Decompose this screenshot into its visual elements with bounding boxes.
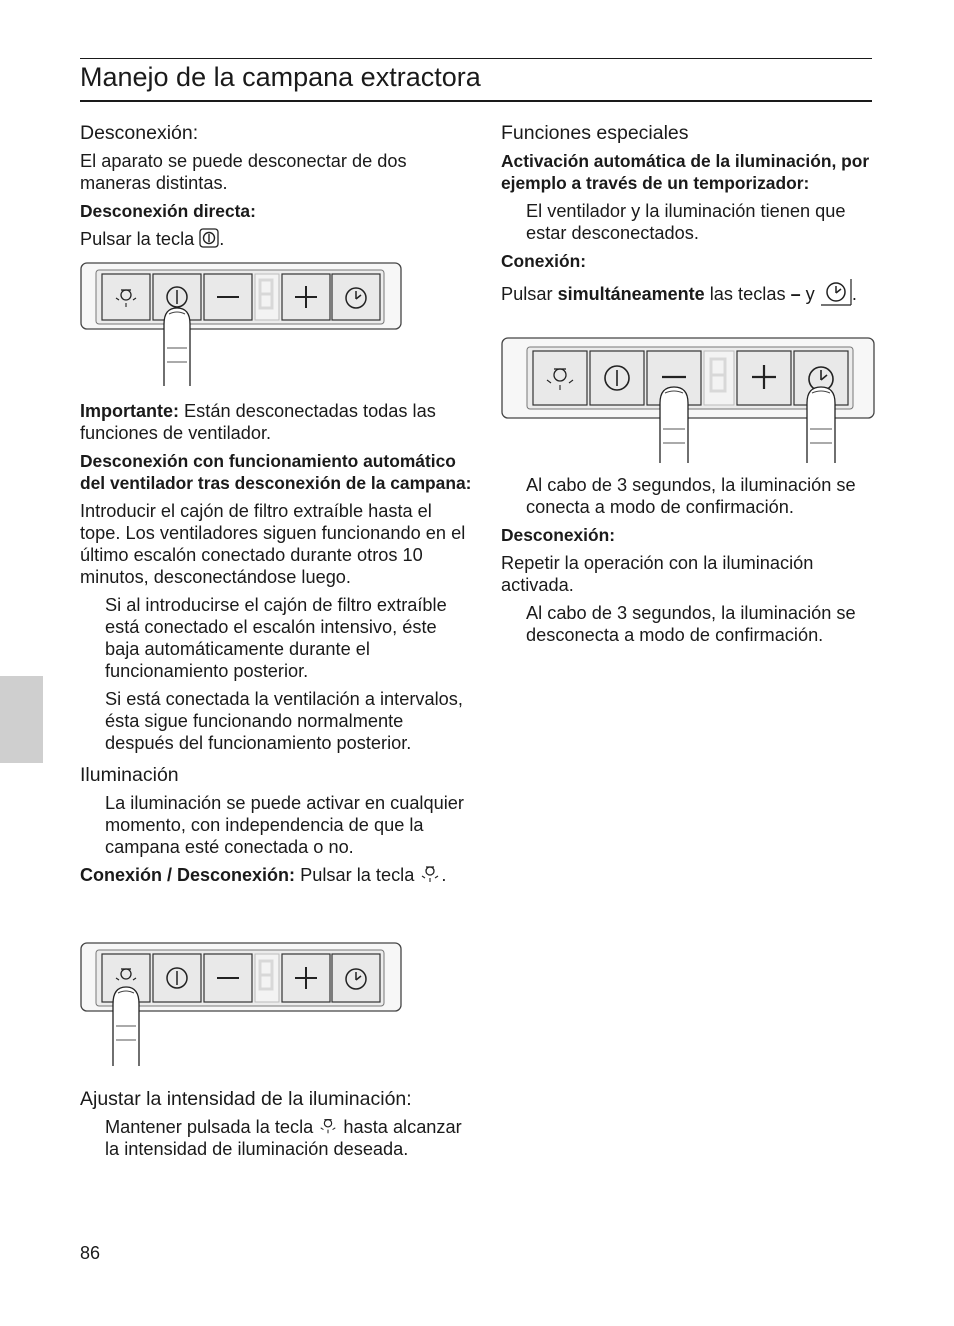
panel1-segment-display (255, 274, 279, 320)
directa-heading: Desconexión directa: (80, 201, 256, 221)
timer-key-icon (820, 278, 852, 306)
panel2-plus-button (282, 954, 330, 1002)
importante-paragraph (80, 400, 472, 444)
panel3-power-button (590, 351, 644, 405)
control-panel-power-pressed (80, 262, 402, 386)
panel2-segment-display (255, 954, 279, 1002)
importante-text: Están desconectadas todas las funciones de ventilador. (80, 401, 436, 443)
left-column (80, 122, 472, 250)
pulsar-text-1: Pulsar (501, 284, 558, 304)
panel3-segment-display (704, 351, 734, 405)
directa-paragraph (80, 228, 472, 250)
desconexion-heading: Desconexión: (80, 122, 199, 144)
desconexion-text: El aparato se puede desconectar de dos maneras distintas. (80, 151, 407, 193)
light-key-icon-2 (318, 1116, 338, 1136)
auto-heading: Desconexión con funcionamiento automático del ventilador tras desconexión de la campana: (80, 451, 472, 493)
right-column-2 (501, 474, 876, 646)
ajustar-before: Mantener pulsada la tecla (105, 1117, 314, 1137)
directa-after: . (219, 229, 225, 249)
al-cabo-1: Al cabo de 3 segundos, la iluminación se conecta a modo de confirmación. (526, 475, 856, 517)
importante-label: Importante: (80, 401, 179, 421)
panel1-plus-button (282, 274, 330, 320)
ilum-conexion-after: . (441, 865, 447, 885)
activacion-indent: El ventilador y la iluminación tienen que estar desconectados. (526, 201, 846, 243)
al-cabo-2: Al cabo de 3 segundos, la iluminación se desconecta a modo de confirmación. (526, 603, 856, 645)
pulsar-text-3: y (800, 284, 815, 304)
panel1-minus-button (204, 274, 252, 320)
ilum-conexion-text: Pulsar la tecla (295, 865, 415, 885)
light-key-icon (419, 864, 441, 884)
iluminacion-heading: Iluminación (80, 764, 179, 786)
conexion-heading: Conexión: (501, 251, 587, 271)
section-tab-marker (0, 676, 43, 763)
panel2-minus-button (204, 954, 252, 1002)
panel1-light-button (102, 274, 150, 320)
panel2-power-button (153, 954, 201, 1002)
ajustar-after: hasta alcanzar la intensidad de iluminación deseada. (105, 1117, 462, 1159)
auto-indent-2: Si está conectada la ventilación a intervalos, ésta sigue funcionando normalmente después del funcionamiento posterior. (105, 689, 463, 753)
auto-text: Introducir el cajón de filtro extraíble hasta el tope. Los ventiladores siguen funcionando en el último escalón conectado durante otros 10 minutos, desconectándose luego. (80, 501, 466, 587)
ilum-conexion-label: Conexión / Desconexión: (80, 865, 296, 885)
panel3-plus-button (737, 351, 791, 405)
header-bottom-rule (80, 100, 872, 102)
iluminacion-indent: La iluminación se puede activar en cualquier momento, con independencia de que la campana esté conectada o no. (105, 793, 464, 857)
ajustar-paragraph (80, 1116, 472, 1160)
pulsar-text-2: las teclas (704, 284, 791, 304)
panel2-finger (113, 987, 139, 1066)
right-column (501, 122, 876, 306)
directa-text: Pulsar la tecla (80, 229, 195, 249)
pulsar-minus: – (790, 284, 801, 304)
pulsar-after: . (851, 284, 857, 304)
activacion-heading: Activación automática de la iluminación, por ejemplo a través de un temporizador: (501, 151, 870, 193)
pulsar-bold: simultáneamente (557, 284, 705, 304)
desconexion-heading-right: Desconexión: (501, 525, 616, 545)
power-key-icon (199, 228, 219, 248)
funciones-heading: Funciones especiales (501, 122, 689, 144)
control-panel-light-pressed (80, 942, 402, 1066)
auto-indent-1: Si al introducirse el cajón de filtro extraíble está conectado el escalón intensivo, éste baja automáticamente durante el funcionamiento posterior. (105, 595, 447, 681)
page-number: 86 (80, 1243, 101, 1263)
panel3-finger-timer (807, 387, 835, 463)
panel1-timer-button (332, 274, 380, 320)
panel3-finger-minus (660, 387, 688, 463)
left-column-3 (80, 1088, 472, 1160)
repetir-text: Repetir la operación con la iluminación activada. (501, 553, 814, 595)
ajustar-heading: Ajustar la intensidad de la iluminación: (80, 1088, 412, 1110)
panel2-timer-button (332, 954, 380, 1002)
panel1-finger (164, 308, 190, 386)
header-top-rule (80, 58, 872, 59)
ilum-conexion-paragraph (80, 864, 472, 886)
control-panel-minus-timer-pressed (501, 337, 875, 463)
pulsar-paragraph (501, 278, 876, 306)
page-title: Manejo de la campana extractora (80, 62, 481, 92)
left-column-2 (80, 400, 472, 886)
panel3-light-button (533, 351, 587, 405)
